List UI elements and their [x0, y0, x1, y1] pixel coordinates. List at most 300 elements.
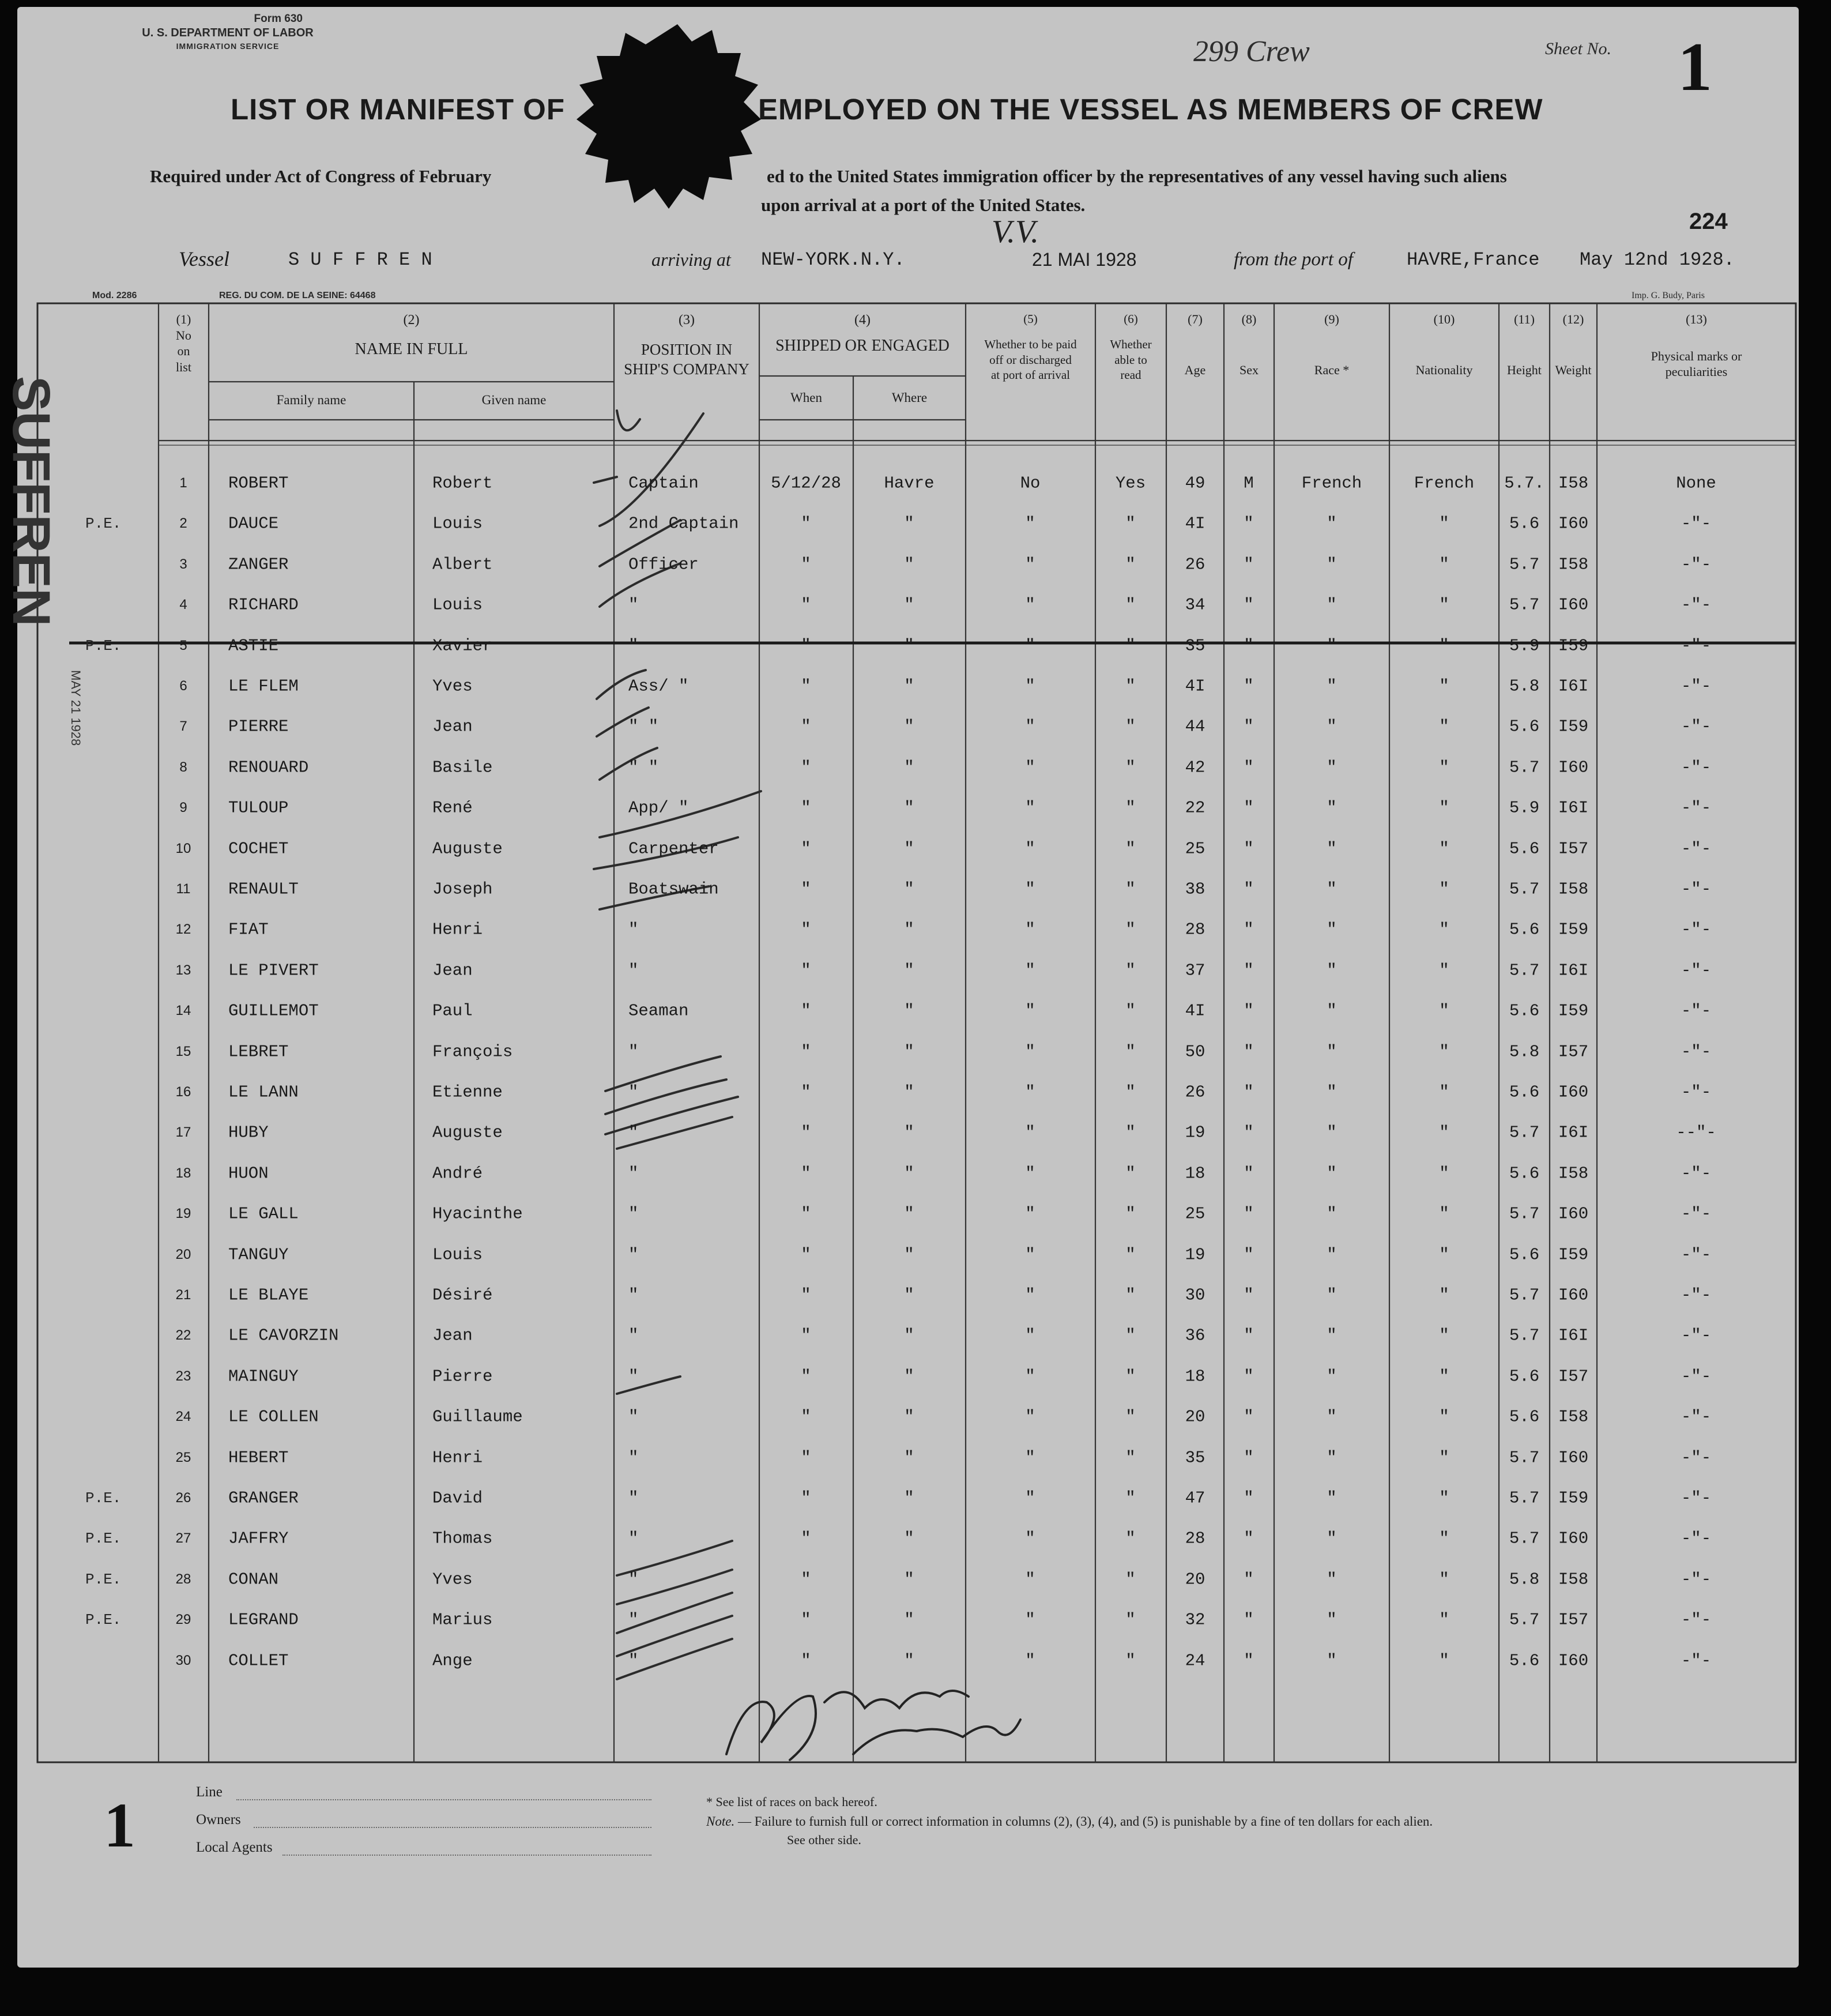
col12-header: (12) Weight [1555, 312, 1592, 377]
able-to-read: " [1125, 1488, 1136, 1508]
family-name: GUILLEMOT [228, 1001, 319, 1021]
position: " [628, 1529, 639, 1548]
title-left: LIST OR MANIFEST OF [231, 93, 565, 126]
position: " [628, 1326, 639, 1345]
paid-off: " [1025, 717, 1035, 736]
age: 24 [1185, 1651, 1205, 1671]
arrival-date: 21 MAI 1928 [1032, 249, 1137, 270]
paid-off: " [1025, 1610, 1035, 1630]
family-name: GRANGER [228, 1488, 299, 1508]
weight: I6I [1558, 1326, 1589, 1345]
able-to-read: " [1125, 636, 1136, 656]
family-name: RICHARD [228, 595, 299, 615]
sex: " [1244, 839, 1254, 859]
race: " [1327, 1570, 1337, 1589]
able-to-read: " [1125, 595, 1136, 615]
shipped-where: " [904, 1042, 914, 1062]
weight: I58 [1558, 1570, 1589, 1589]
given-name: Thomas [432, 1529, 493, 1548]
race: " [1327, 1204, 1337, 1224]
race-note: * See list of races on back hereof. [706, 1795, 877, 1809]
nationality: " [1439, 961, 1449, 980]
physical-marks: -"- [1681, 1448, 1712, 1468]
weight: I59 [1558, 1001, 1589, 1021]
family-name: FIAT [228, 920, 269, 939]
age: 25 [1185, 839, 1205, 859]
row-number: 16 [175, 1084, 191, 1100]
weight: I6I [1558, 961, 1589, 980]
position: " [628, 636, 639, 656]
vessel-name: S U F F R E N [288, 249, 432, 270]
row-number: 1 [179, 475, 187, 491]
shipped-when: " [801, 1001, 811, 1021]
shipped-where: " [904, 839, 914, 859]
row-number: 8 [179, 759, 187, 775]
race: " [1327, 636, 1337, 656]
handwritten-date: V.V. [992, 214, 1039, 250]
row-number: 29 [175, 1612, 191, 1628]
shipped-where: " [904, 1570, 914, 1589]
weight: I57 [1558, 839, 1589, 859]
able-to-read: " [1125, 1651, 1136, 1671]
able-to-read: " [1125, 920, 1136, 939]
sex: " [1244, 676, 1254, 696]
row-number: 13 [175, 962, 191, 978]
paid-off: " [1025, 1285, 1035, 1305]
shipped-where: " [904, 1407, 914, 1427]
able-to-read: " [1125, 1204, 1136, 1224]
height: 5.6 [1509, 1651, 1540, 1671]
shipped-where: " [904, 1610, 914, 1630]
family-name: MAINGUY [228, 1367, 299, 1386]
height: 5.6 [1509, 1001, 1540, 1021]
age: 32 [1185, 1610, 1205, 1630]
shipped-when: " [801, 1488, 811, 1508]
shipped-when: " [801, 1448, 811, 1468]
vessel-stamp: SUFFREN [2, 376, 61, 627]
nationality: " [1439, 1488, 1449, 1508]
arriving-label: arriving at [651, 249, 731, 270]
weight: I58 [1558, 555, 1589, 574]
note-label: Note. [706, 1814, 735, 1829]
sex: " [1244, 1245, 1254, 1265]
sex: " [1244, 1042, 1254, 1062]
paid-off: " [1025, 758, 1035, 777]
position: Boatswain [628, 879, 719, 899]
row-number: 17 [175, 1124, 191, 1141]
sex: " [1244, 1488, 1254, 1508]
given-name: René [432, 798, 473, 818]
penalty-note [706, 1814, 1433, 1829]
row-number: 18 [175, 1165, 191, 1181]
nationality: " [1439, 1245, 1449, 1265]
race: " [1327, 839, 1337, 859]
row-number: 5 [179, 637, 187, 653]
position: Seaman [628, 1001, 689, 1021]
paid-off: " [1025, 1488, 1035, 1508]
able-to-read: " [1125, 1001, 1136, 1021]
sex: " [1244, 758, 1254, 777]
shipped-when: " [801, 758, 811, 777]
nationality: " [1439, 676, 1449, 696]
title-right: EMPLOYED ON THE VESSEL AS MEMBERS OF CREW [758, 93, 1543, 126]
nationality: " [1439, 1204, 1449, 1224]
physical-marks: -"- [1681, 676, 1712, 696]
position: 2nd Captain [628, 514, 739, 533]
position: " [628, 920, 639, 939]
physical-marks: -"- [1681, 1082, 1712, 1102]
shipped-when: " [801, 1245, 811, 1265]
nationality: French [1414, 473, 1475, 493]
paid-off: " [1025, 1326, 1035, 1345]
table-grid [2, 7, 1799, 1968]
shipped-where: " [904, 1448, 914, 1468]
row-number: 6 [179, 678, 187, 694]
height: 5.7 [1509, 961, 1540, 980]
given-name: Henri [432, 920, 483, 939]
height: 5.6 [1509, 514, 1540, 533]
row-number: 15 [175, 1043, 191, 1059]
paid-off: " [1025, 1529, 1035, 1548]
position: " [628, 1164, 639, 1183]
given-name: André [432, 1164, 483, 1183]
printer-note: Imp. G. Budy, Paris [1632, 291, 1705, 300]
family-name: HUBY [228, 1123, 269, 1142]
given-name: Joseph [432, 879, 493, 899]
able-to-read: " [1125, 676, 1136, 696]
height: 5.6 [1509, 1407, 1540, 1427]
paid-off: " [1025, 595, 1035, 615]
nationality: " [1439, 555, 1449, 574]
race: " [1327, 961, 1337, 980]
able-to-read: " [1125, 1285, 1136, 1305]
physical-marks: -"- [1681, 920, 1712, 939]
weight: I59 [1558, 1245, 1589, 1265]
position: App/ " [628, 798, 689, 818]
race: " [1327, 1164, 1337, 1183]
height: 5.9 [1509, 636, 1540, 656]
from-port: HAVRE,France [1407, 249, 1540, 270]
paid-off: " [1025, 514, 1035, 533]
given-name: Yves [432, 1570, 473, 1589]
able-to-read: " [1125, 1367, 1136, 1386]
family-name: LE FLEM [228, 676, 299, 696]
nationality: " [1439, 798, 1449, 818]
sex: " [1244, 1204, 1254, 1224]
physical-marks: -"- [1681, 758, 1712, 777]
age: 36 [1185, 1326, 1205, 1345]
height: 5.7. [1504, 473, 1544, 493]
physical-marks: -"- [1681, 555, 1712, 574]
paid-off: " [1025, 961, 1035, 980]
row-number: 3 [179, 556, 187, 572]
height: 5.8 [1509, 1570, 1540, 1589]
shipped-where: " [904, 1082, 914, 1102]
col4-where-header: Where [891, 390, 928, 405]
weight: I58 [1558, 879, 1589, 899]
age: 19 [1185, 1245, 1205, 1265]
shipped-when: " [801, 595, 811, 615]
age: 4I [1185, 1001, 1205, 1021]
weight: I60 [1558, 514, 1589, 533]
sex: M [1244, 473, 1254, 493]
age: 37 [1185, 961, 1205, 980]
race: " [1327, 676, 1337, 696]
able-to-read: " [1125, 1610, 1136, 1630]
family-name: HUON [228, 1164, 269, 1183]
height: 5.7 [1509, 1285, 1540, 1305]
nationality: " [1439, 1610, 1449, 1630]
given-name: Guillaume [432, 1407, 523, 1427]
owners-field [254, 1827, 651, 1828]
race: " [1327, 1488, 1337, 1508]
position: Ass/ " [628, 676, 689, 696]
paid-off: " [1025, 1245, 1035, 1265]
col10-header: (10) Nationality [1415, 312, 1473, 377]
family-name: ZANGER [228, 555, 289, 574]
nationality: " [1439, 1407, 1449, 1427]
given-name: Marius [432, 1610, 493, 1630]
owners-label: Owners [196, 1812, 241, 1827]
col8-header: (8) Sex [1239, 312, 1259, 377]
age: 38 [1185, 879, 1205, 899]
given-name: David [432, 1488, 483, 1508]
sex: " [1244, 1610, 1254, 1630]
shipped-where: " [904, 1285, 914, 1305]
physical-marks: -"- [1681, 839, 1712, 859]
paid-off: " [1025, 1367, 1035, 1386]
race: " [1327, 595, 1337, 615]
shipped-when: " [801, 961, 811, 980]
shipped-when: " [801, 920, 811, 939]
shipped-where: " [904, 1367, 914, 1386]
given-name: Henri [432, 1448, 483, 1468]
height: 5.6 [1509, 839, 1540, 859]
sheet-label: Sheet No. [1545, 39, 1611, 58]
height: 5.8 [1509, 1042, 1540, 1062]
race: " [1327, 514, 1337, 533]
row-number: 30 [175, 1652, 191, 1668]
given-name: Pierre [432, 1367, 493, 1386]
family-name: LEGRAND [228, 1610, 299, 1630]
race: " [1327, 1407, 1337, 1427]
weight: I58 [1558, 1164, 1589, 1183]
sex: " [1244, 717, 1254, 736]
row-number: 24 [175, 1409, 191, 1425]
race: " [1327, 1529, 1337, 1548]
physical-marks: -"- [1681, 798, 1712, 818]
shipped-when: 5/12/28 [771, 473, 841, 493]
row-number: 20 [175, 1246, 191, 1262]
row-number: 27 [175, 1530, 191, 1547]
physical-marks: -"- [1681, 1367, 1712, 1386]
position: Carpenter [628, 839, 719, 859]
position: " [628, 1488, 639, 1508]
shipped-where: " [904, 717, 914, 736]
race: " [1327, 1285, 1337, 1305]
weight: I60 [1558, 1448, 1589, 1468]
race: " [1327, 555, 1337, 574]
shipped-when: " [801, 676, 811, 696]
col1-header: (1) No on list [176, 312, 191, 374]
race: " [1327, 1123, 1337, 1142]
weight: I58 [1558, 473, 1589, 493]
given-name: Albert [432, 555, 493, 574]
able-to-read: " [1125, 961, 1136, 980]
able-to-read: " [1125, 1570, 1136, 1589]
local-agents-field [282, 1855, 651, 1856]
mod-number: Mod. 2286 [92, 291, 137, 300]
shipped-where: " [904, 1488, 914, 1508]
physical-marks: -"- [1681, 595, 1712, 615]
paid-off: " [1025, 1123, 1035, 1142]
row-number: 10 [175, 840, 191, 856]
family-name: LE COLLEN [228, 1407, 319, 1427]
height: 5.9 [1509, 798, 1540, 818]
paid-off: " [1025, 1204, 1035, 1224]
paid-off: No [1020, 473, 1041, 493]
race: " [1327, 1651, 1337, 1671]
weight: I6I [1558, 1123, 1589, 1142]
paid-off: " [1025, 798, 1035, 818]
weight: I6I [1558, 676, 1589, 696]
physical-marks: -"- [1681, 1245, 1712, 1265]
given-name: Robert [432, 473, 493, 493]
given-name: Xavier [432, 636, 493, 656]
given-name: Jean [432, 717, 473, 736]
age: 4I [1185, 676, 1205, 696]
row-number: 25 [175, 1449, 191, 1465]
given-name: Désiré [432, 1285, 493, 1305]
shipped-when: " [801, 555, 811, 574]
col13-header: (13) Physical marks or peculiarities [1651, 312, 1742, 379]
paid-off: " [1025, 1407, 1035, 1427]
race: " [1327, 717, 1337, 736]
height: 5.6 [1509, 1082, 1540, 1102]
shipped-where: " [904, 1001, 914, 1021]
line-field [236, 1799, 651, 1800]
sex: " [1244, 636, 1254, 656]
height: 5.7 [1509, 1448, 1540, 1468]
pe-annotation: P.E. [85, 515, 122, 533]
sex: " [1244, 1407, 1254, 1427]
family-name: COCHET [228, 839, 289, 859]
shipped-where: " [904, 1245, 914, 1265]
able-to-read: " [1125, 879, 1136, 899]
sex: " [1244, 1123, 1254, 1142]
row-number: 9 [179, 800, 187, 816]
row-number: 21 [175, 1287, 191, 1303]
sex: " [1244, 1285, 1254, 1305]
family-name: LE CAVORZIN [228, 1326, 339, 1345]
height: 5.6 [1509, 1245, 1540, 1265]
race: " [1327, 1367, 1337, 1386]
given-name: Hyacinthe [432, 1204, 523, 1224]
page-code: 224 [1689, 209, 1728, 234]
age: 44 [1185, 717, 1205, 736]
nationality: " [1439, 1123, 1449, 1142]
position: " [628, 1082, 639, 1102]
able-to-read: " [1125, 1082, 1136, 1102]
shipped-when: " [801, 839, 811, 859]
race: " [1327, 1245, 1337, 1265]
able-to-read: " [1125, 1042, 1136, 1062]
shipped-where: " [904, 595, 914, 615]
race: " [1327, 1326, 1337, 1345]
shipped-where: " [904, 676, 914, 696]
row-number: 22 [175, 1327, 191, 1344]
col2-header: (2) NAME IN FULL [355, 313, 468, 358]
position: " [628, 1042, 639, 1062]
given-name: Jean [432, 961, 473, 980]
race: " [1327, 758, 1337, 777]
weight: I60 [1558, 1651, 1589, 1671]
position: Captain [628, 473, 699, 493]
sex: " [1244, 798, 1254, 818]
position: Officer [628, 555, 699, 574]
subtitle-right: ed to the United States immigration officer by the representatives of any vessel having such aliens [767, 166, 1507, 186]
nationality: " [1439, 1448, 1449, 1468]
subtitle-line2: upon arrival at a port of the United States. [761, 195, 1086, 215]
row-number: 11 [176, 881, 191, 897]
family-name: PIERRE [228, 717, 289, 736]
position: " [628, 1407, 639, 1427]
family-name: ROBERT [228, 473, 289, 493]
physical-marks: -"- [1681, 717, 1712, 736]
family-name: HEBERT [228, 1448, 289, 1468]
line-label: Line [196, 1784, 223, 1800]
paid-off: " [1025, 920, 1035, 939]
shipped-where: " [904, 1326, 914, 1345]
position: " [628, 1285, 639, 1305]
shipped-where: " [904, 1651, 914, 1671]
height: 5.7 [1509, 758, 1540, 777]
height: 5.6 [1509, 1164, 1540, 1183]
weight: I60 [1558, 1204, 1589, 1224]
paid-off: " [1025, 839, 1035, 859]
position: " [628, 595, 639, 615]
sex: " [1244, 1367, 1254, 1386]
shipped-when: " [801, 1529, 811, 1548]
arriving-port: NEW-YORK.N.Y. [761, 249, 905, 270]
weight: I59 [1558, 636, 1589, 656]
able-to-read: Yes [1115, 473, 1146, 493]
shipped-when: " [801, 1651, 811, 1671]
physical-marks: -"- [1681, 1407, 1712, 1427]
sex: " [1244, 555, 1254, 574]
race: " [1327, 1082, 1337, 1102]
local-agents-label: Local Agents [196, 1840, 273, 1855]
col3-header: (3) POSITION IN SHIP'S COMPANY [624, 313, 749, 378]
col4-header: (4) SHIPPED OR ENGAGED [775, 313, 950, 355]
shipped-when: " [801, 1204, 811, 1224]
family-name: DAUCE [228, 514, 279, 533]
weight: I57 [1558, 1042, 1589, 1062]
shipped-when: " [801, 1610, 811, 1630]
position: " [628, 961, 639, 980]
registry-note: REG. DU COM. DE LA SEINE: 64468 [219, 291, 376, 300]
shipped-when: " [801, 1164, 811, 1183]
height: 5.7 [1509, 1610, 1540, 1630]
height: 5.8 [1509, 676, 1540, 696]
shipped-where: " [904, 758, 914, 777]
row-number: 26 [175, 1490, 191, 1506]
age: 18 [1185, 1367, 1205, 1386]
family-name: LE GALL [228, 1204, 299, 1224]
nationality: " [1439, 758, 1449, 777]
age: 20 [1185, 1407, 1205, 1427]
col2-given-header: Given name [481, 393, 547, 407]
